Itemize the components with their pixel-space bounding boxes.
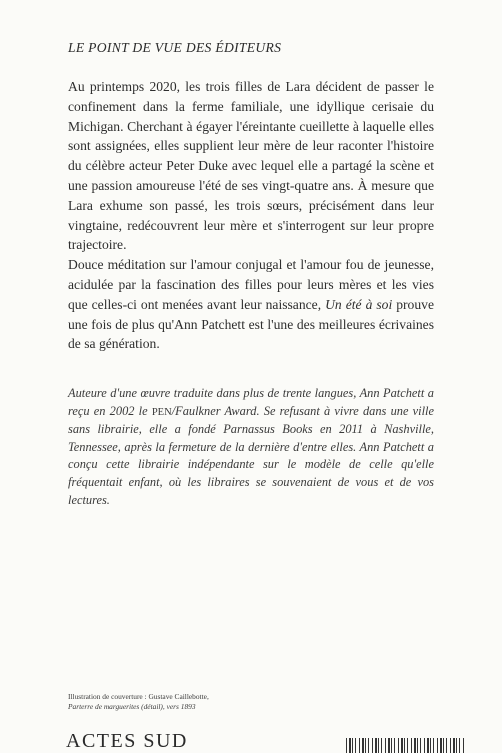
author-bio-start: Auteure d'une œuvre traduite dans plus de trente langues, Ann Patchett a reçu en 2002 le: [68, 386, 434, 418]
book-title: Un été à soi: [325, 296, 393, 312]
publisher-logo: ACTES SUD: [66, 730, 188, 752]
section-heading: LE POINT DE VUE DES ÉDITEURS: [68, 40, 282, 55]
barcode: [346, 738, 466, 753]
synopsis-paragraph-1: Au printemps 2020, les trois filles de Lara décident de passer le confinement dans la ferme familiale, une idyllique cerisaie du Michigan. Cherchant à égayer l'éreintante cueillette à laquelle elles sont assignées, elles supplient leur mère de leur raconter l'histoire du célèbre acteur Peter Duke avec lequel elle a partagé la scène et une passion amoureuse l'été de ses vingt-quatre ans. À mesure que Lara exhume son passé, les trois sœurs, précisément dans leur vingtaine, redécouvrent leur mère et s'interrogent sur leur propre trajectoire.: [68, 79, 434, 253]
author-bio: [68, 385, 434, 509]
pen-label: PEN: [151, 406, 172, 418]
synopsis: [68, 77, 434, 354]
synopsis-paragraph-2-end: prouve une fois de plus qu'Ann Patchett est l'une des meilleures écrivaines de sa génération.: [68, 296, 434, 352]
cover-credit-line-2: Parterre de marguerites (détail), vers 1893: [68, 702, 196, 711]
synopsis-paragraph-2-start: Douce méditation sur l'amour conjugal et l'amour fou de jeunesse, acidulée par la fascination des filles pour leurs mères et les vies que celles-ci ont menées avant leur naissance,: [68, 257, 434, 312]
cover-credits: [68, 692, 209, 712]
cover-credit-line-1: Illustration de couverture : Gustave Caillebotte,: [68, 692, 209, 701]
synopsis-paragraph-2: [68, 255, 434, 354]
author-bio-end: /Faulkner Award. Se refusant à vivre dans une ville sans librairie, elle a fondé Parnassus Books en 2011 à Nashville, Tennessee, après la fermeture de la dernière d'entre elles. Ann Patchett a conçu cette librairie indépendante sur le modèle de celle qu'elle fréquentait enfant, où les libraires se souvenaient de vous et de vos lectures.: [68, 403, 435, 507]
